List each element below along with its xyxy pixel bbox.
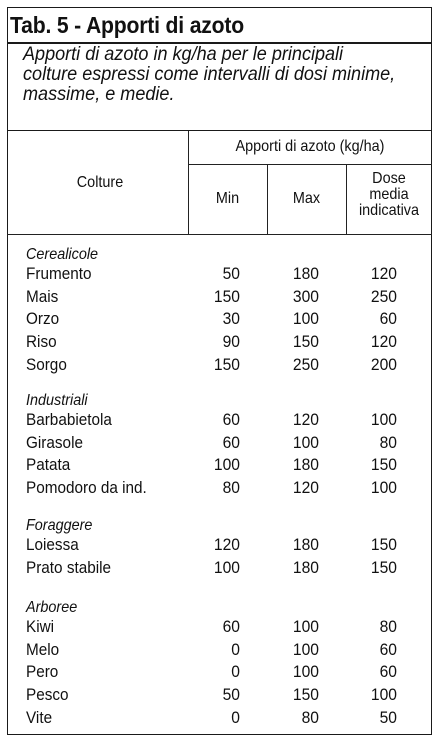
dose-media-value: 150	[370, 455, 397, 475]
min-value: 30	[222, 309, 240, 329]
table-row	[0, 286, 439, 308]
table-row	[0, 354, 439, 376]
dose-media-value: 100	[370, 685, 397, 705]
header-max: Max	[292, 190, 321, 207]
header-min: Min	[215, 190, 240, 207]
caption-divider	[7, 130, 432, 131]
header-divider-group	[188, 164, 432, 165]
crop-name: Patata	[26, 455, 71, 475]
table-row	[0, 684, 439, 706]
dose-media-value: 100	[370, 478, 397, 498]
min-value: 0	[231, 639, 240, 659]
table-row	[0, 454, 439, 476]
crop-name: Prato stabile	[26, 557, 112, 577]
max-value: 180	[292, 455, 319, 475]
max-value: 120	[292, 410, 319, 429]
crop-name: Frumento	[26, 264, 92, 283]
dose-media-value: 80	[379, 617, 397, 636]
crop-name: Kiwi	[26, 617, 55, 636]
crop-name: Orzo	[26, 309, 60, 329]
section-label: Cerealicole	[26, 246, 99, 263]
header-group: Apporti di azoto (kg/ha)	[235, 138, 385, 155]
dose-media-value: 120	[370, 332, 397, 352]
crop-name: Melo	[26, 639, 60, 659]
table-row	[0, 409, 439, 431]
dose-media-value: 150	[370, 557, 397, 577]
dose-media-value: 80	[379, 432, 397, 452]
min-value: 50	[222, 685, 240, 705]
crop-name: Mais	[26, 286, 59, 306]
header-divider-colture	[188, 131, 189, 234]
min-value: 150	[213, 286, 240, 306]
max-value: 100	[292, 639, 319, 659]
header-dose-line3: indicativa	[358, 202, 420, 219]
min-value: 100	[213, 557, 240, 577]
table-row	[0, 432, 439, 454]
table-row	[0, 616, 439, 638]
crop-name: Pesco	[26, 685, 69, 705]
table-row	[0, 707, 439, 729]
crop-name: Pero	[26, 662, 59, 682]
max-value: 100	[292, 617, 319, 636]
dose-media-value: 50	[379, 707, 397, 727]
dose-media-value: 100	[370, 410, 397, 429]
table-title: Tab. 5 - Apporti di azoto	[10, 12, 245, 38]
min-value: 150	[213, 354, 240, 374]
min-value: 50	[222, 264, 240, 283]
min-value: 90	[222, 332, 240, 352]
header-colture: Colture	[76, 174, 124, 191]
min-value: 60	[222, 617, 240, 636]
table-row	[0, 661, 439, 683]
table-row	[0, 308, 439, 330]
max-value: 300	[292, 286, 319, 306]
table-row	[0, 534, 439, 556]
min-value: 0	[231, 662, 240, 682]
max-value: 180	[292, 535, 319, 554]
table-row	[0, 331, 439, 353]
min-value: 80	[222, 478, 240, 498]
section-label: Industriali	[26, 392, 88, 409]
crop-name: Vite	[26, 707, 53, 727]
header-divider-min	[267, 164, 268, 234]
table-row	[0, 639, 439, 661]
max-value: 250	[292, 354, 319, 374]
table-caption: Apporti di azoto in kg/ha per le principali colture espressi come intervalli di dosi minime, massime, e medie.	[23, 44, 396, 105]
crop-name: Pomodoro da ind.	[26, 478, 147, 498]
table-row	[0, 477, 439, 499]
min-value: 100	[213, 455, 240, 475]
max-value: 80	[301, 707, 319, 727]
crop-name: Girasole	[26, 432, 83, 452]
dose-media-value: 250	[370, 286, 397, 306]
max-value: 100	[292, 432, 319, 452]
min-value: 60	[222, 432, 240, 452]
dose-media-value: 120	[370, 264, 397, 283]
header-divider-max	[346, 164, 347, 234]
min-value: 120	[213, 535, 240, 554]
dose-media-value: 60	[379, 639, 397, 659]
header-dose-line2: media	[369, 186, 409, 203]
max-value: 150	[292, 332, 319, 352]
table-row	[0, 557, 439, 579]
dose-media-value: 60	[379, 662, 397, 682]
header-bottom-rule	[7, 234, 432, 235]
max-value: 100	[292, 662, 319, 682]
section-label: Arboree	[26, 599, 78, 616]
header-dose	[350, 171, 427, 219]
crop-name: Loiessa	[26, 535, 79, 554]
dose-media-value: 60	[379, 309, 397, 329]
max-value: 120	[292, 478, 319, 498]
section-label: Foraggere	[26, 517, 93, 534]
table-row	[0, 263, 439, 285]
dose-media-value: 200	[370, 354, 397, 374]
header-dose-line1: Dose	[372, 170, 406, 187]
max-value: 180	[292, 264, 319, 283]
crop-name: Riso	[26, 332, 57, 352]
max-value: 180	[292, 557, 319, 577]
max-value: 100	[292, 309, 319, 329]
min-value: 0	[231, 707, 240, 727]
crop-name: Barbabietola	[26, 410, 112, 429]
crop-name: Sorgo	[26, 354, 67, 374]
max-value: 150	[292, 685, 319, 705]
min-value: 60	[222, 410, 240, 429]
dose-media-value: 150	[370, 535, 397, 554]
